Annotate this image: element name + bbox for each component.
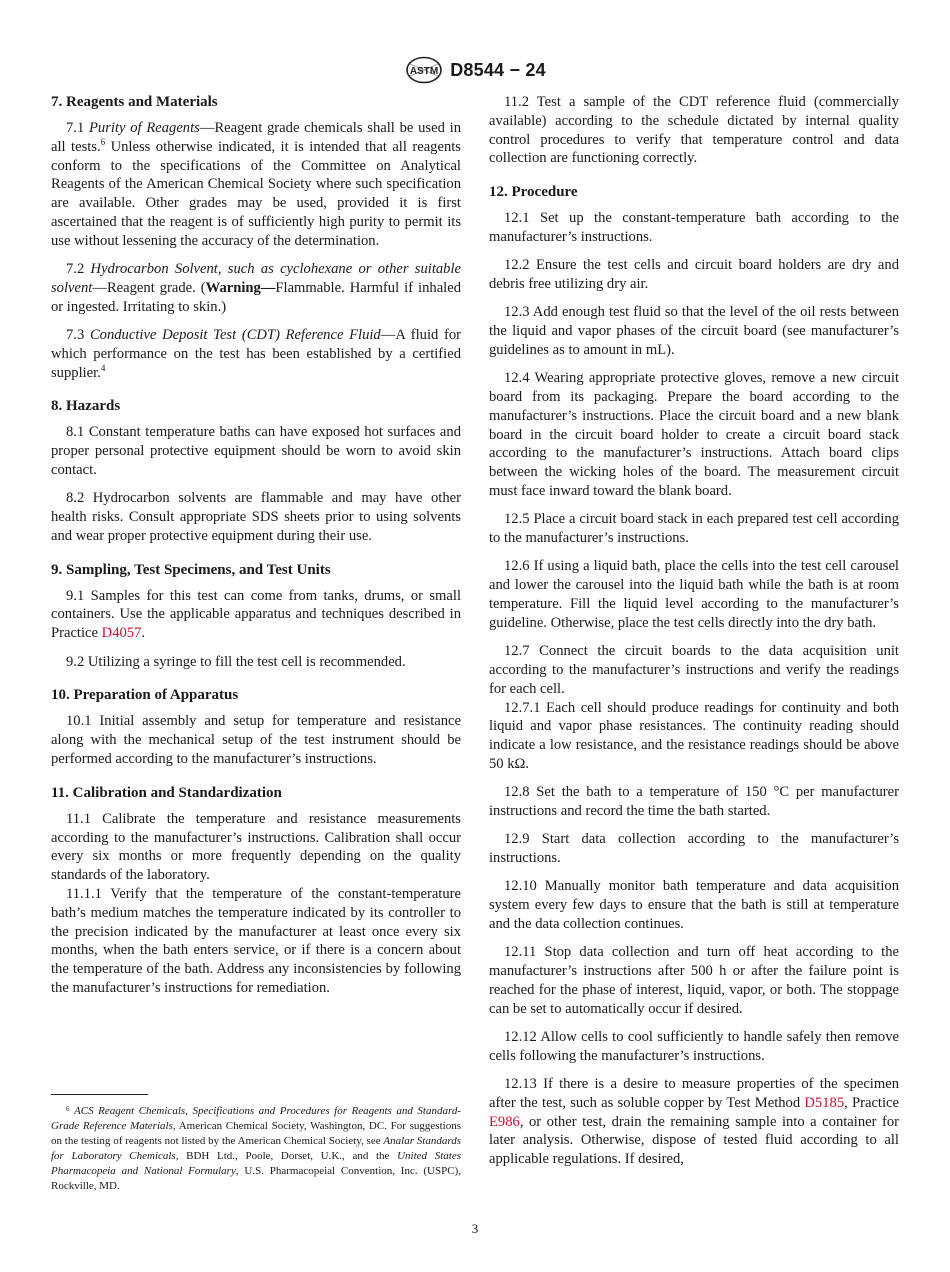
document-id: D8544 − 24	[450, 59, 546, 80]
paragraph-8-1: 8.1 Constant temperature baths can have exposed hot surfaces and proper personal protective equipment should be worn to avoid skin contact.	[51, 424, 461, 478]
section-8-title: 8. Hazards	[51, 398, 121, 415]
right-column	[489, 93, 899, 1179]
paragraph-12-7: 12.7 Connect the circuit boards to the data acquisition unit according to the manufacturer’s instructions and verify the readings for each cell.	[489, 643, 899, 697]
paragraph-12-12: 12.12 Allow cells to cool sufficiently to handle safely then remove cells following the manufacturer’s instructions.	[489, 1028, 899, 1064]
paragraph-12-5: 12.5 Place a circuit board stack in each prepared test cell according to the manufacturer’s instructions.	[489, 511, 899, 547]
paragraph-12-3: 12.3 Add enough test fluid so that the level of the oil rests between the liquid and vapor phases of the circuit board (see manufacturer’s guidelines as to amount in mL).	[489, 304, 899, 358]
left-column	[51, 93, 461, 1007]
section-7-title: 7. Reagents and Materials	[51, 94, 218, 110]
paragraph-12-13: 12.13 If there is a desire to measure properties of the specimen after the test, such as soluble copper by Test Method D5185, Practice E986, or other test, drain the remaining sample into a container for later analysis. Otherwise, dispose of tested fluid according to all applicable regulations. If desired,	[489, 1076, 899, 1168]
paragraph-7-1: 7.1 Purity of Reagents—Reagent grade chemicals shall be used in all tests.$^6$ Unless otherwise indicated, it is intended that all reagents conform to the specifications of the Committee on Analytical Reagents of the American Chemical Society where such specification are available. Other grades may be used, provided it is first ascertained that the reagent is of sufficiently high purity to permit its use without lessening the accuracy of the determination.	[51, 120, 461, 249]
paragraph-12-4: 12.4 Wearing appropriate protective gloves, remove a new circuit board from its packaging. Prepare the board according to the manufacturer’s instructions. Place the circuit board and a new blank board in the circuit board holder to create a circuit board stack according to the manufacturer’s instructions. Attach board clips between the wicking holes of the board. The measurement circuit must face inward toward the blank board.	[489, 370, 899, 500]
paragraph-12-8: 12.8 Set the bath to a temperature of 150 °C per manufacturer instructions and record the time the bath started.	[489, 784, 899, 819]
astm-logo-icon	[404, 56, 444, 84]
paragraph-12-2: 12.2 Ensure the test cells and circuit board holders are dry and debris free utilizing dry air.	[489, 257, 899, 293]
paragraph-11-2: 11.2 Test a sample of the CDT reference fluid (commercially available) according to the schedule dictated by internal quality control procedures to verify that temperature control and data collection are functioning correctly.	[489, 94, 899, 167]
paragraph-11-1-1: 11.1.1 Verify that the temperature of the constant-temperature bath’s medium matches the temperature indicated by its controller to the precision indicated by the manufacturer at least once every six months, when the bath enters service, or if there is a concern about the temperature of the bath. Address any inconsistencies by following the manufacturer’s instructions for remediation.	[51, 885, 461, 996]
paragraph-8-2: 8.2 Hydrocarbon solvents are flammable and may have other health risks. Consult appropriate SDS sheets prior to using solvents and wear proper protective equipment during their use.	[51, 490, 461, 544]
footnote-divider	[51, 1094, 148, 1095]
reference-link-e986[interactable]: E986	[489, 1113, 520, 1130]
reference-link-d5185[interactable]: D5185	[804, 1094, 845, 1111]
paragraph-12-9: 12.9 Start data collection according to the manufacturer’s instructions.	[489, 831, 899, 867]
astm-logo-text: ASTM	[410, 66, 439, 77]
paragraph-9-1: 9.1 Samples for this test can come from tanks, drums, or small containers. Use the applicable apparatus and techniques described in Practice D4057.	[51, 587, 461, 642]
paragraph-11-1: 11.1 Calibrate the temperature and resistance measurements according to the manufacturer’s instructions. Calibration shall occur every six months or more frequently depending on the quality standards of the laboratory.	[51, 810, 461, 884]
page-header	[0, 55, 950, 85]
paragraph-9-2: 9.2 Utilizing a syringe to fill the test cell is recommended.	[66, 653, 406, 670]
section-9-title: 9. Sampling, Test Specimens, and Test Units	[51, 561, 331, 578]
reference-link-d4057[interactable]: D4057	[101, 625, 142, 642]
page-number: 3	[471, 1221, 479, 1236]
section-12-title: 12. Procedure	[489, 184, 578, 201]
paragraph-12-7-1: 12.7.1 Each cell should produce readings for continuity and both liquid and vapor phase resistances. The continuity reading should indicate a low resistance, and the resistance readings should be above 50 kΩ.	[489, 699, 899, 772]
paragraph-10-1: 10.1 Initial assembly and setup for temperature and resistance along with the mechanical setup of the test instrument should be performed according to the manufacturer’s instructions.	[51, 713, 461, 767]
paragraph-12-10: 12.10 Manually monitor bath temperature and data acquisition system every few days to ensure that the bath is still at temperature and the data collection continues.	[489, 878, 899, 932]
paragraph-7-2: 7.2 Hydrocarbon Solvent, such as cyclohexane or other suitable solvent—Reagent grade. (Warning—Flammable. Harmful if inhaled or ingested. Irritating to skin.)	[51, 261, 462, 315]
section-11-title: 11. Calibration and Standardization	[51, 784, 282, 801]
paragraph-12-11: 12.11 Stop data collection and turn off heat according to the manufacturer’s instructions after 500 h or after the failure point is reached for the phase of interest, liquid, vapor, or both. The stoppage can be set to automatically occur if desired.	[489, 944, 899, 1017]
footnote-6: $^6$ ACS Reagent Chemicals, Specifications and Procedures for Reagents and Standard-Grade Reference Materials, American Chemical Society, Washington, DC. For suggestions on the testing of reagents not listed by the American Chemical Society, see Analar Standards for Laboratory Chemicals, BDH Ltd., Poole, Dorset, U.K., and the United States Pharmacopeia and National Formulary, U.S. Pharmacopeial Convention, Inc. (USPC), Rockville, MD.	[51, 1105, 462, 1192]
paragraph-7-3: 7.3 Conductive Deposit Test (CDT) Reference Fluid—A fluid for which performance on the test has been established by a certified supplier.$^4$	[51, 326, 462, 381]
section-10-title: 10. Preparation of Apparatus	[51, 687, 239, 704]
paragraph-12-6: 12.6 If using a liquid bath, place the cells into the test cell carousel and lower the carousel into the liquid bath while the bath is at room temperature. Fill the liquid level according to the manufacturer’s guideline. Otherwise, place the test cells directly into the dry bath.	[489, 558, 899, 631]
paragraph-12-1: 12.1 Set up the constant-temperature bath according to the manufacturer’s instructions.	[489, 210, 899, 245]
